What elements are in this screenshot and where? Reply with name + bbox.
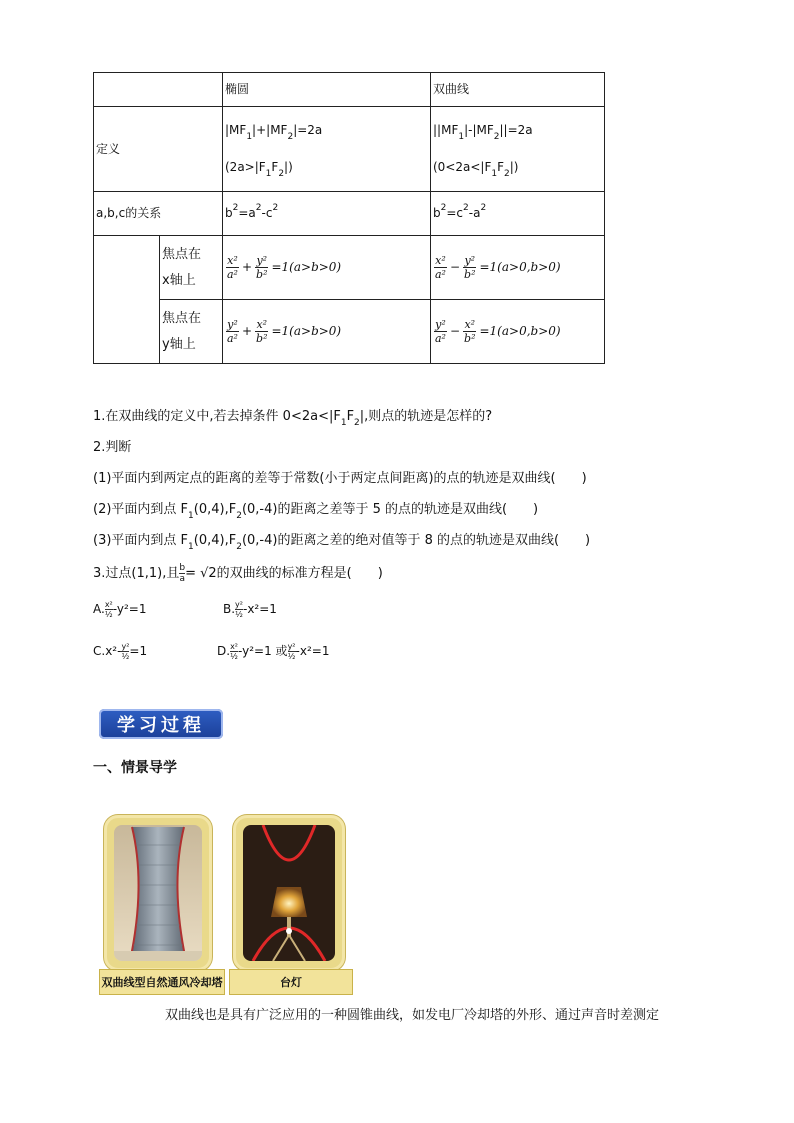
hyperbola-relation: $b^2=c^2-a^2$: [431, 192, 605, 236]
intro-paragraph: 双曲线也是具有广泛应用的一种圆锥曲线，如发电厂冷却塔的外形、通过声音时差测定: [165, 1008, 660, 1023]
definition-row: [94, 107, 605, 192]
y-axis-label: 焦点在 y轴上: [160, 300, 223, 364]
question-3: 3.过点(1,1),且 $\frac{b}{a}$ = √2的双曲线的标准方程是( ): [93, 563, 383, 584]
header-ellipse: 椭圆: [223, 73, 431, 107]
cooling-tower-image: [114, 825, 202, 961]
section-title: 一、情景导学: [93, 760, 177, 776]
hyperbola-x-equation: $\frac{\text{x²}}{\text{a²}}$ − $\frac{\text{y²}}{\text{b²}}$ =1(a>0,b>0): [431, 236, 605, 300]
comparison-table: [93, 72, 605, 364]
table-corner-cell: [94, 73, 223, 107]
hyperbola-definition: [431, 107, 605, 192]
cooling-tower-figure: [104, 815, 212, 971]
y-axis-row: [94, 300, 605, 364]
equation-label-cell: [94, 236, 160, 364]
desk-lamp-icon: [243, 825, 335, 961]
cooling-tower-caption: 双曲线型自然通风冷却塔: [99, 969, 225, 995]
lamp-image: [243, 825, 335, 961]
learning-process-banner: 学习过程: [99, 709, 223, 739]
x-axis-row: [94, 236, 605, 300]
relation-label: a,b,c的关系: [94, 192, 223, 236]
relation-row: [94, 192, 605, 236]
option-c: C.x²- y² ½ =1: [93, 642, 148, 661]
ellipse-relation: $b^2=a^2-c^2$: [223, 192, 431, 236]
ellipse-x-equation: $\frac{\text{x²}}{\text{a²}}$ + $\frac{\text{y²}}{\text{b²}}$ =1(a>b>0): [223, 236, 431, 300]
lamp-figure: [233, 815, 345, 971]
question-2-1: (1)平面内到两定点的距离的差等于常数(小于两定点间距离)的点的轨迹是双曲线( ): [93, 471, 587, 486]
question-2-2: (2)平面内到点 $F_1(0,4),F_2(0,-4)$的距离之差等于 5 的点的轨迹是双曲线( ): [93, 502, 539, 521]
ellipse-definition-formula: $|MF_1|+|MF_2|=2a$: [225, 123, 323, 143]
table-header-row: [94, 73, 605, 107]
option-a: A. x² ½ -y²=1: [93, 600, 147, 619]
question-1: 1.在双曲线的定义中,若去掉条件 $0<2a<|F_1F_2|$,则点的轨迹是怎样的?: [93, 409, 493, 428]
hyperbola-definition-condition: $(0<2a<|F_1F_2|)$: [433, 160, 519, 179]
ellipse-definition-condition: $(2a>|F_1F_2|)$: [225, 160, 293, 179]
question-2: 2.判断: [93, 440, 132, 455]
option-d: D. x² ½ -y²=1 或 y² ½ -x²=1: [217, 642, 330, 661]
hyperbola-y-equation: $\frac{\text{y²}}{\text{a²}}$ − $\frac{\text{x²}}{\text{b²}}$ =1(a>0,b>0): [431, 300, 605, 364]
ellipse-definition: [223, 107, 431, 192]
hyperbola-definition-formula: $||MF_1|-|MF_2||=2a$: [433, 123, 533, 143]
lamp-caption: 台灯: [229, 969, 353, 995]
question-2-3: (3)平面内到点 $F_1(0,4),F_2(0,-4)$的距离之差的绝对值等于 8 的点的轨迹是双曲线( ): [93, 533, 591, 552]
cooling-tower-icon: [114, 825, 202, 961]
option-b: B. y² ½ -x²=1: [223, 600, 277, 619]
ellipse-y-equation: $\frac{\text{y²}}{\text{a²}}$ + $\frac{\text{x²}}{\text{b²}}$ =1(a>b>0): [223, 300, 431, 364]
x-axis-label: 焦点在 x轴上: [160, 236, 223, 300]
definition-label: 定义: [94, 107, 223, 192]
header-hyperbola: 双曲线: [431, 73, 605, 107]
